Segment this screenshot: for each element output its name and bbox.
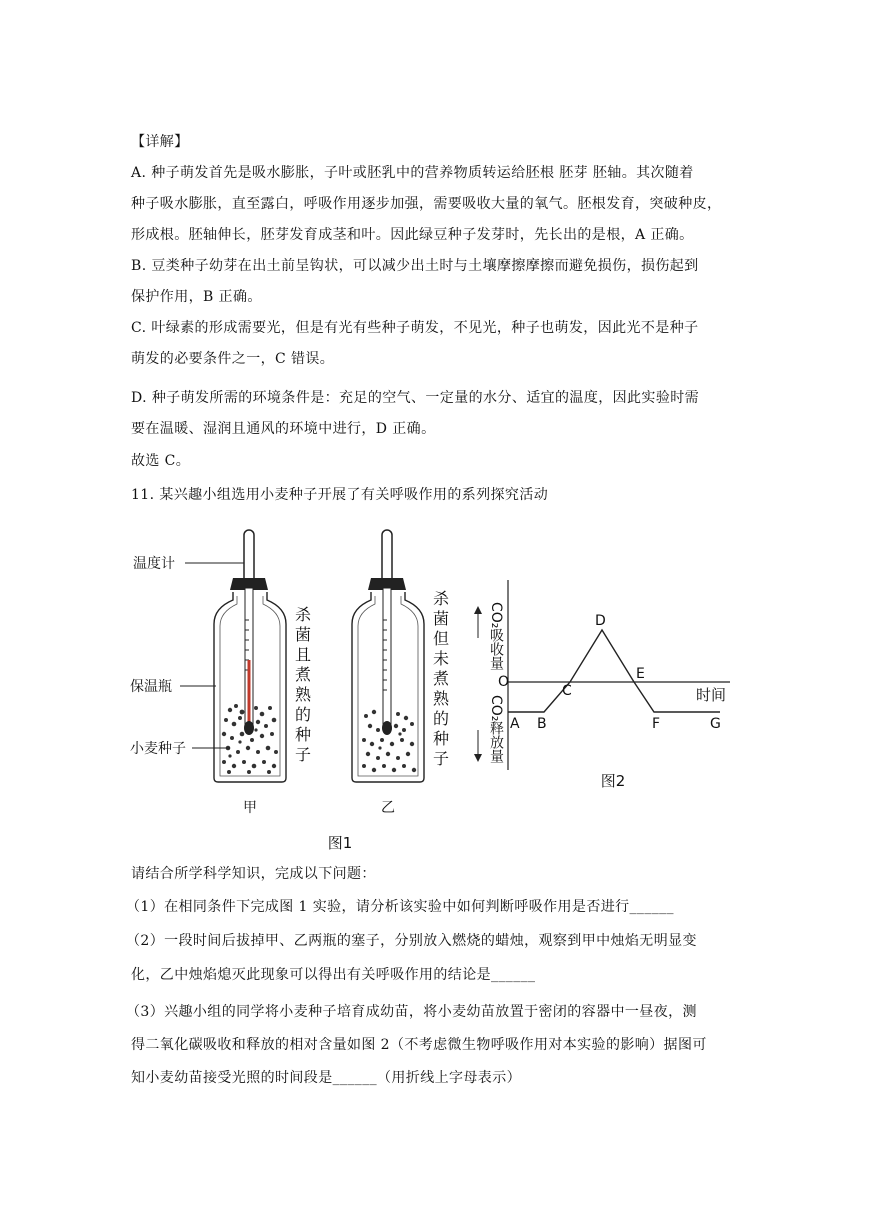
figure-area xyxy=(130,520,750,850)
co2-absorb-label: CO₂吸收量 xyxy=(488,602,504,671)
origin-label: O xyxy=(498,674,510,690)
co2-curve xyxy=(508,630,720,712)
question-3-line3: 知小麦幼苗接受光照的时间段是______（用折线上字母表示） xyxy=(131,1070,521,1086)
point-f: F xyxy=(652,716,661,732)
yi-label: 乙 xyxy=(381,800,395,816)
figure2-graph xyxy=(474,580,730,770)
answer-a-line3: 形成根。胚轴伸长，胚芽发育成茎和叶。因此绿豆种子发芽时，先长出的是根，A 正确。 xyxy=(131,227,694,243)
answer-d-line1: D. 种子萌发所需的环境条件是：充足的空气、一定量的水分、适宜的温度，因此实验时需 xyxy=(131,390,700,406)
question-2-line1: （2）一段时间后拔掉甲、乙两瓶的塞子，分别放入燃烧的蜡烛，观察到甲中烛焰无明显变 xyxy=(126,933,697,949)
question-3-line1: （3）兴趣小组的同学将小麦种子培育成幼苗，将小麦幼苗放置于密闭的容器中一昼夜，测 xyxy=(126,1004,697,1020)
flask-label: 保温瓶 xyxy=(130,679,172,695)
answer-d-line2: 要在温暖、湿润且通风的环境中进行，D 正确。 xyxy=(131,421,436,437)
yi-vertical-caption: 杀菌但未煮熟的种子 xyxy=(430,590,450,770)
section-heading: 【详解】 xyxy=(131,134,189,150)
answer-conclusion: 故选 C。 xyxy=(131,453,191,469)
question-stem: 11. 某兴趣小组选用小麦种子开展了有关呼吸作用的系列探究活动 xyxy=(131,487,549,503)
figure2-title: 图2 xyxy=(600,772,626,790)
point-b: B xyxy=(537,716,547,732)
point-c: C xyxy=(562,683,572,699)
jia-label: 甲 xyxy=(243,800,257,816)
answer-a-line2: 种子吸水膨胀，直至露白，呼吸作用逐步加强，需要吸收大量的氧气。胚根发育，突破种皮， xyxy=(131,196,722,212)
co2-release-label: CO₂释放量 xyxy=(488,695,504,764)
question-prompt: 请结合所学科学知识，完成以下问题： xyxy=(131,866,376,882)
flask-jia xyxy=(180,530,286,782)
answer-c-line1: C. 叶绿素的形成需要光，但是有光有些种子萌发，不见光，种子也萌发，因此光不是种子 xyxy=(131,320,699,336)
answer-b-line2: 保护作用，B 正确。 xyxy=(131,289,262,305)
answer-c-line2: 萌发的必要条件之一，C 错误。 xyxy=(131,351,335,367)
flask-yi xyxy=(352,530,424,782)
thermometer-label: 温度计 xyxy=(133,556,175,572)
jia-vertical-caption: 杀菌且煮熟的种子 xyxy=(292,606,312,766)
point-g: G xyxy=(710,716,721,732)
question-1: （1）在相同条件下完成图 1 实验，请分析该实验中如何判断呼吸作用是否进行______ xyxy=(126,899,674,915)
point-a: A xyxy=(510,716,520,732)
time-axis-label: 时间 xyxy=(696,686,727,704)
question-2-line2: 化，乙中烛焰熄灭此现象可以得出有关呼吸作用的结论是______ xyxy=(131,967,536,983)
point-d: D xyxy=(595,613,606,629)
seeds-label: 小麦种子 xyxy=(130,741,186,757)
answer-a-line1: A. 种子萌发首先是吸水膨胀，子叶或胚乳中的营养物质转运给胚根 胚芽 胚轴。其次随着 xyxy=(131,165,694,181)
point-e: E xyxy=(636,666,645,682)
question-3-line2: 得二氧化碳吸收和释放的相对含量如图 2（不考虑微生物呼吸作用对本实验的影响）据图可 xyxy=(131,1037,707,1053)
figure1-title: 图1 xyxy=(327,834,353,850)
answer-b-line1: B. 豆类种子幼芽在出土前呈钩状，可以减少出土时与土壤摩擦摩擦而避免损伤，损伤起到 xyxy=(131,258,699,274)
